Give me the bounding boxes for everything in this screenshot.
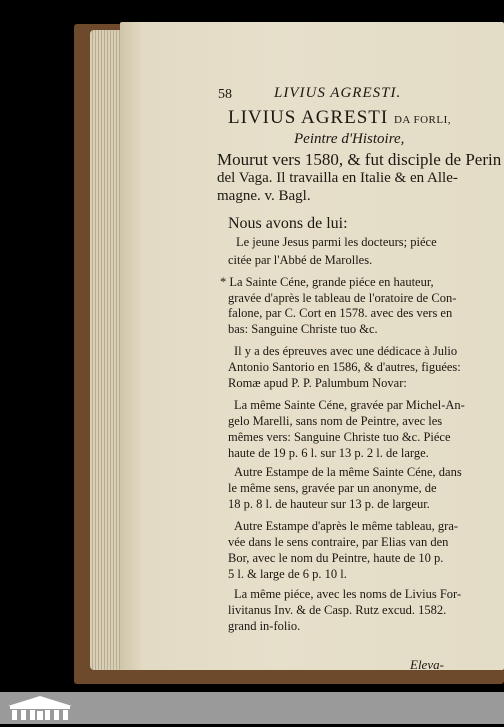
text-line: 5 l. & large de 6 p. 10 l. [228,567,347,581]
entry-heading [228,108,451,127]
text-line: Le jeune Jesus parmi les docteurs; piéce [236,235,437,249]
text-line: mêmes vers: Sanguine Christe tuo &c. Piéce [228,430,451,444]
text-line: Mourut vers 1580, & fut disciple de Perin [217,150,502,169]
running-head: LIVIUS AGRESTI. [274,85,402,101]
footer-bar [0,692,504,724]
heading-suffix: DA FORLI, [393,114,452,126]
text-line: magne. v. Bagl. [217,188,311,204]
book-page [120,22,504,670]
text-line: Romæ apud P. P. Palumbum Novar: [228,376,407,390]
text-line: falone, par C. Cort en 1578. avec des vers en [228,306,453,320]
text-line: grand in-folio. [228,619,301,633]
text-line: * La Sainte Céne, grande piéce en hauteur, [220,275,434,289]
entry-subtitle: Peintre d'Histoire, [294,131,405,147]
library-building-icon [6,694,74,727]
text-line: bas: Sanguine Christe tuo &c. [228,322,378,336]
text-line: La même piéce, avec les noms de Livius For- [234,587,462,601]
text-line: del Vaga. Il travailla en Italie & en Alle- [217,170,458,186]
text-line: Autre Estampe de la même Sainte Céne, dans [234,465,462,479]
text-line: haute de 19 p. 6 l. sur 13 p. 2 l. de large. [228,446,429,460]
text-line: Nous avons de lui: [228,215,348,232]
text-line: gelo Marelli, sans nom de Peintre, avec les [228,414,443,428]
text-line: gravée d'après le tableau de l'oratoire de Con- [228,291,457,305]
text-line: 18 p. 8 l. de hauteur sur 13 p. de largeur. [228,497,430,511]
text-line: Bor, avec le nom du Peintre, haute de 10 p. [228,551,444,565]
text-line: citée par l'Abbé de Marolles. [228,253,373,267]
heading-name: LIVIUS AGRESTI [228,107,389,128]
text-line: Antonio Santorio en 1586, & d'autres, figuées: [228,360,461,374]
page-number: 58 [218,87,232,102]
text-line: La même Sainte Céne, gravée par Michel-An- [234,398,465,412]
catchword: Eleva- [410,657,444,672]
text-line: Autre Estampe d'après le même tableau, gra- [234,519,459,533]
text-line: Il y a des épreuves avec une dédicace à Julio [234,344,458,358]
text-line: le même sens, gravée par un anonyme, de [228,481,437,495]
text-line: vée dans le sens contraire, par Elias van den [228,535,449,549]
text-line: livitanus Inv. & de Casp. Rutz excud. 1582. [228,603,447,617]
